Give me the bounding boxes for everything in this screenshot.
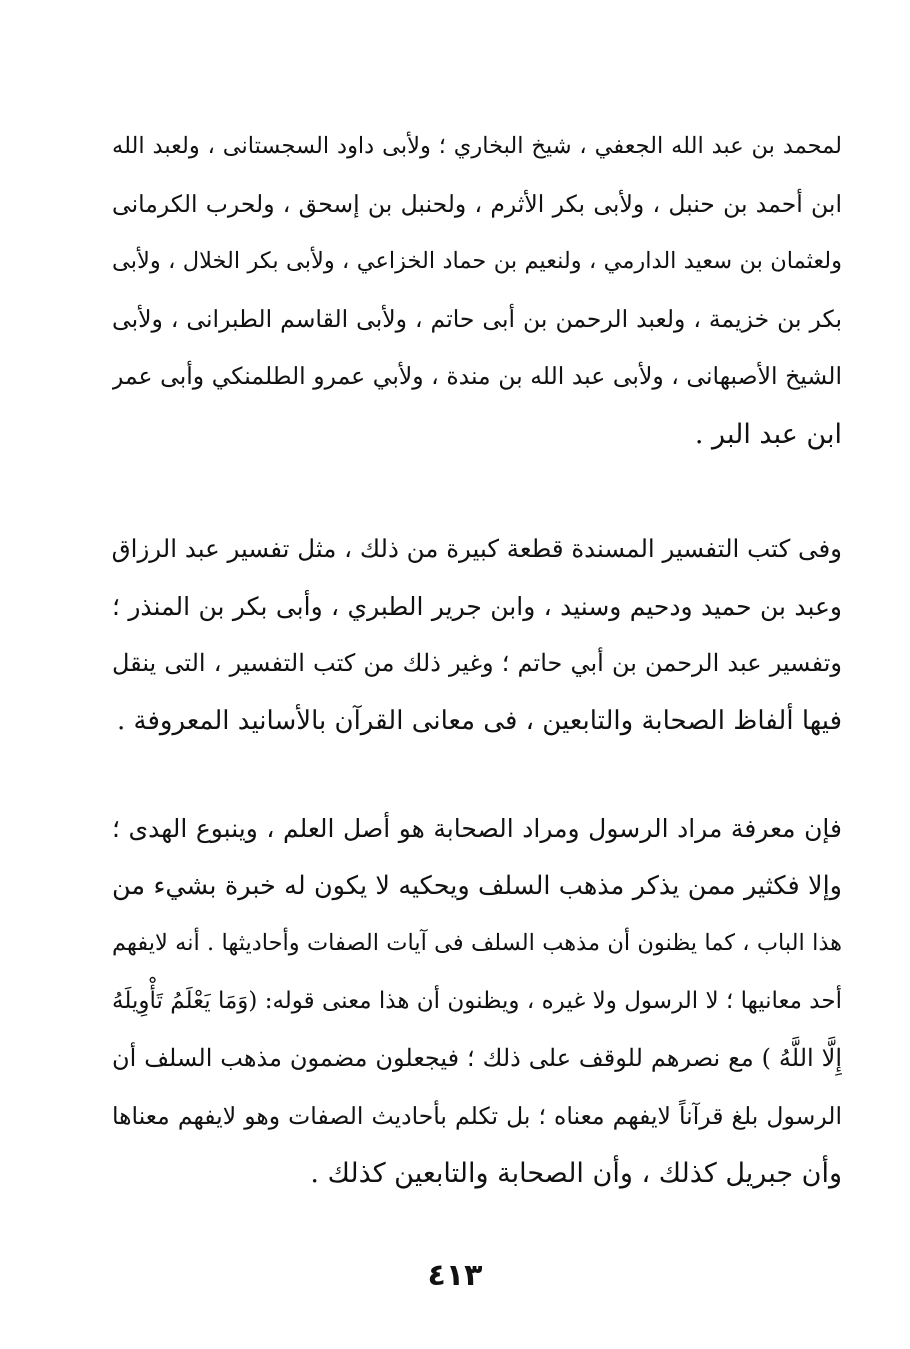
- text-line: وإلا فكثير ممن يذكر مذهب السلف ويحكيه لا يكون له خبرة بشيء من: [112, 870, 842, 901]
- text-line: أحد معانيها ؛ لا الرسول ولا غيره ، ويظنون أن هذا معنى قوله: (وَمَا يَعْلَمُ تَأْوِيلَهُ: [112, 987, 842, 1014]
- text-line: وأن جبريل كذلك ، وأن الصحابة والتابعين كذلك .: [310, 1158, 842, 1189]
- page-number: ٤١٣: [427, 1258, 483, 1293]
- text-line: وتفسير عبد الرحمن بن أبي حاتم ؛ وغير ذلك من كتب التفسير ، التى ينقل: [112, 649, 842, 677]
- text-line: وفى كتب التفسير المسندة قطعة كبيرة من ذلك ، مثل تفسير عبد الرزاق: [112, 534, 842, 563]
- text-line: إِلَّا اللَّهُ ) مع نصرهم للوقف على ذلك ؛ فيجعلون مضمون مذهب السلف أن: [112, 1044, 842, 1072]
- text-line: الشيخ الأصبهانى ، ولأبى عبد الله بن مندة ، ولأبي عمرو الطلمنكي وأبى عمر: [112, 362, 842, 390]
- text-line: الرسول بلغ قرآناً لايفهم معناه ؛ بل تكلم بأحاديث الصفات وهو لايفهم معناها: [112, 1101, 842, 1130]
- paragraph-2: [112, 520, 842, 750]
- text-line: هذا الباب ، كما يظنون أن مذهب السلف فى آيات الصفات وأحاديثها . أنه لايفهم: [112, 930, 842, 956]
- text-line: لمحمد بن عبد الله الجعفي ، شيخ البخاري ؛ ولأبى داود السجستانى ، ولعبد الله: [112, 133, 842, 159]
- text-line: بكر بن خزيمة ، ولعبد الرحمن بن أبى حاتم ، ولأبى القاسم الطبرانى ، ولأبى: [112, 304, 842, 333]
- text-line: ابن أحمد بن حنبل ، ولأبى بكر الأثرم ، ولحنبل بن إسحق ، ولحرب الكرمانى: [112, 189, 842, 218]
- text-line: ولعثمان بن سعيد الدارمي ، ولنعيم بن حماد الخزاعي ، ولأبى بكر الخلال ، ولأبى: [112, 248, 842, 274]
- text-line: فيها ألفاظ الصحابة والتابعين ، فى معانى القرآن بالأسانيد المعروفة .: [117, 705, 842, 736]
- paragraph-3: [112, 800, 842, 1203]
- text-line: فإن معرفة مراد الرسول ومراد الصحابة هو أصل العلم ، وينبوع الهدى ؛: [112, 814, 842, 843]
- text-line: وعبد بن حميد ودحيم وسنيد ، وابن جرير الطبري ، وأبى بكر بن المنذر ؛: [112, 591, 842, 621]
- text-line: ابن عبد البر .: [694, 418, 842, 450]
- paragraph-1: [112, 118, 842, 463]
